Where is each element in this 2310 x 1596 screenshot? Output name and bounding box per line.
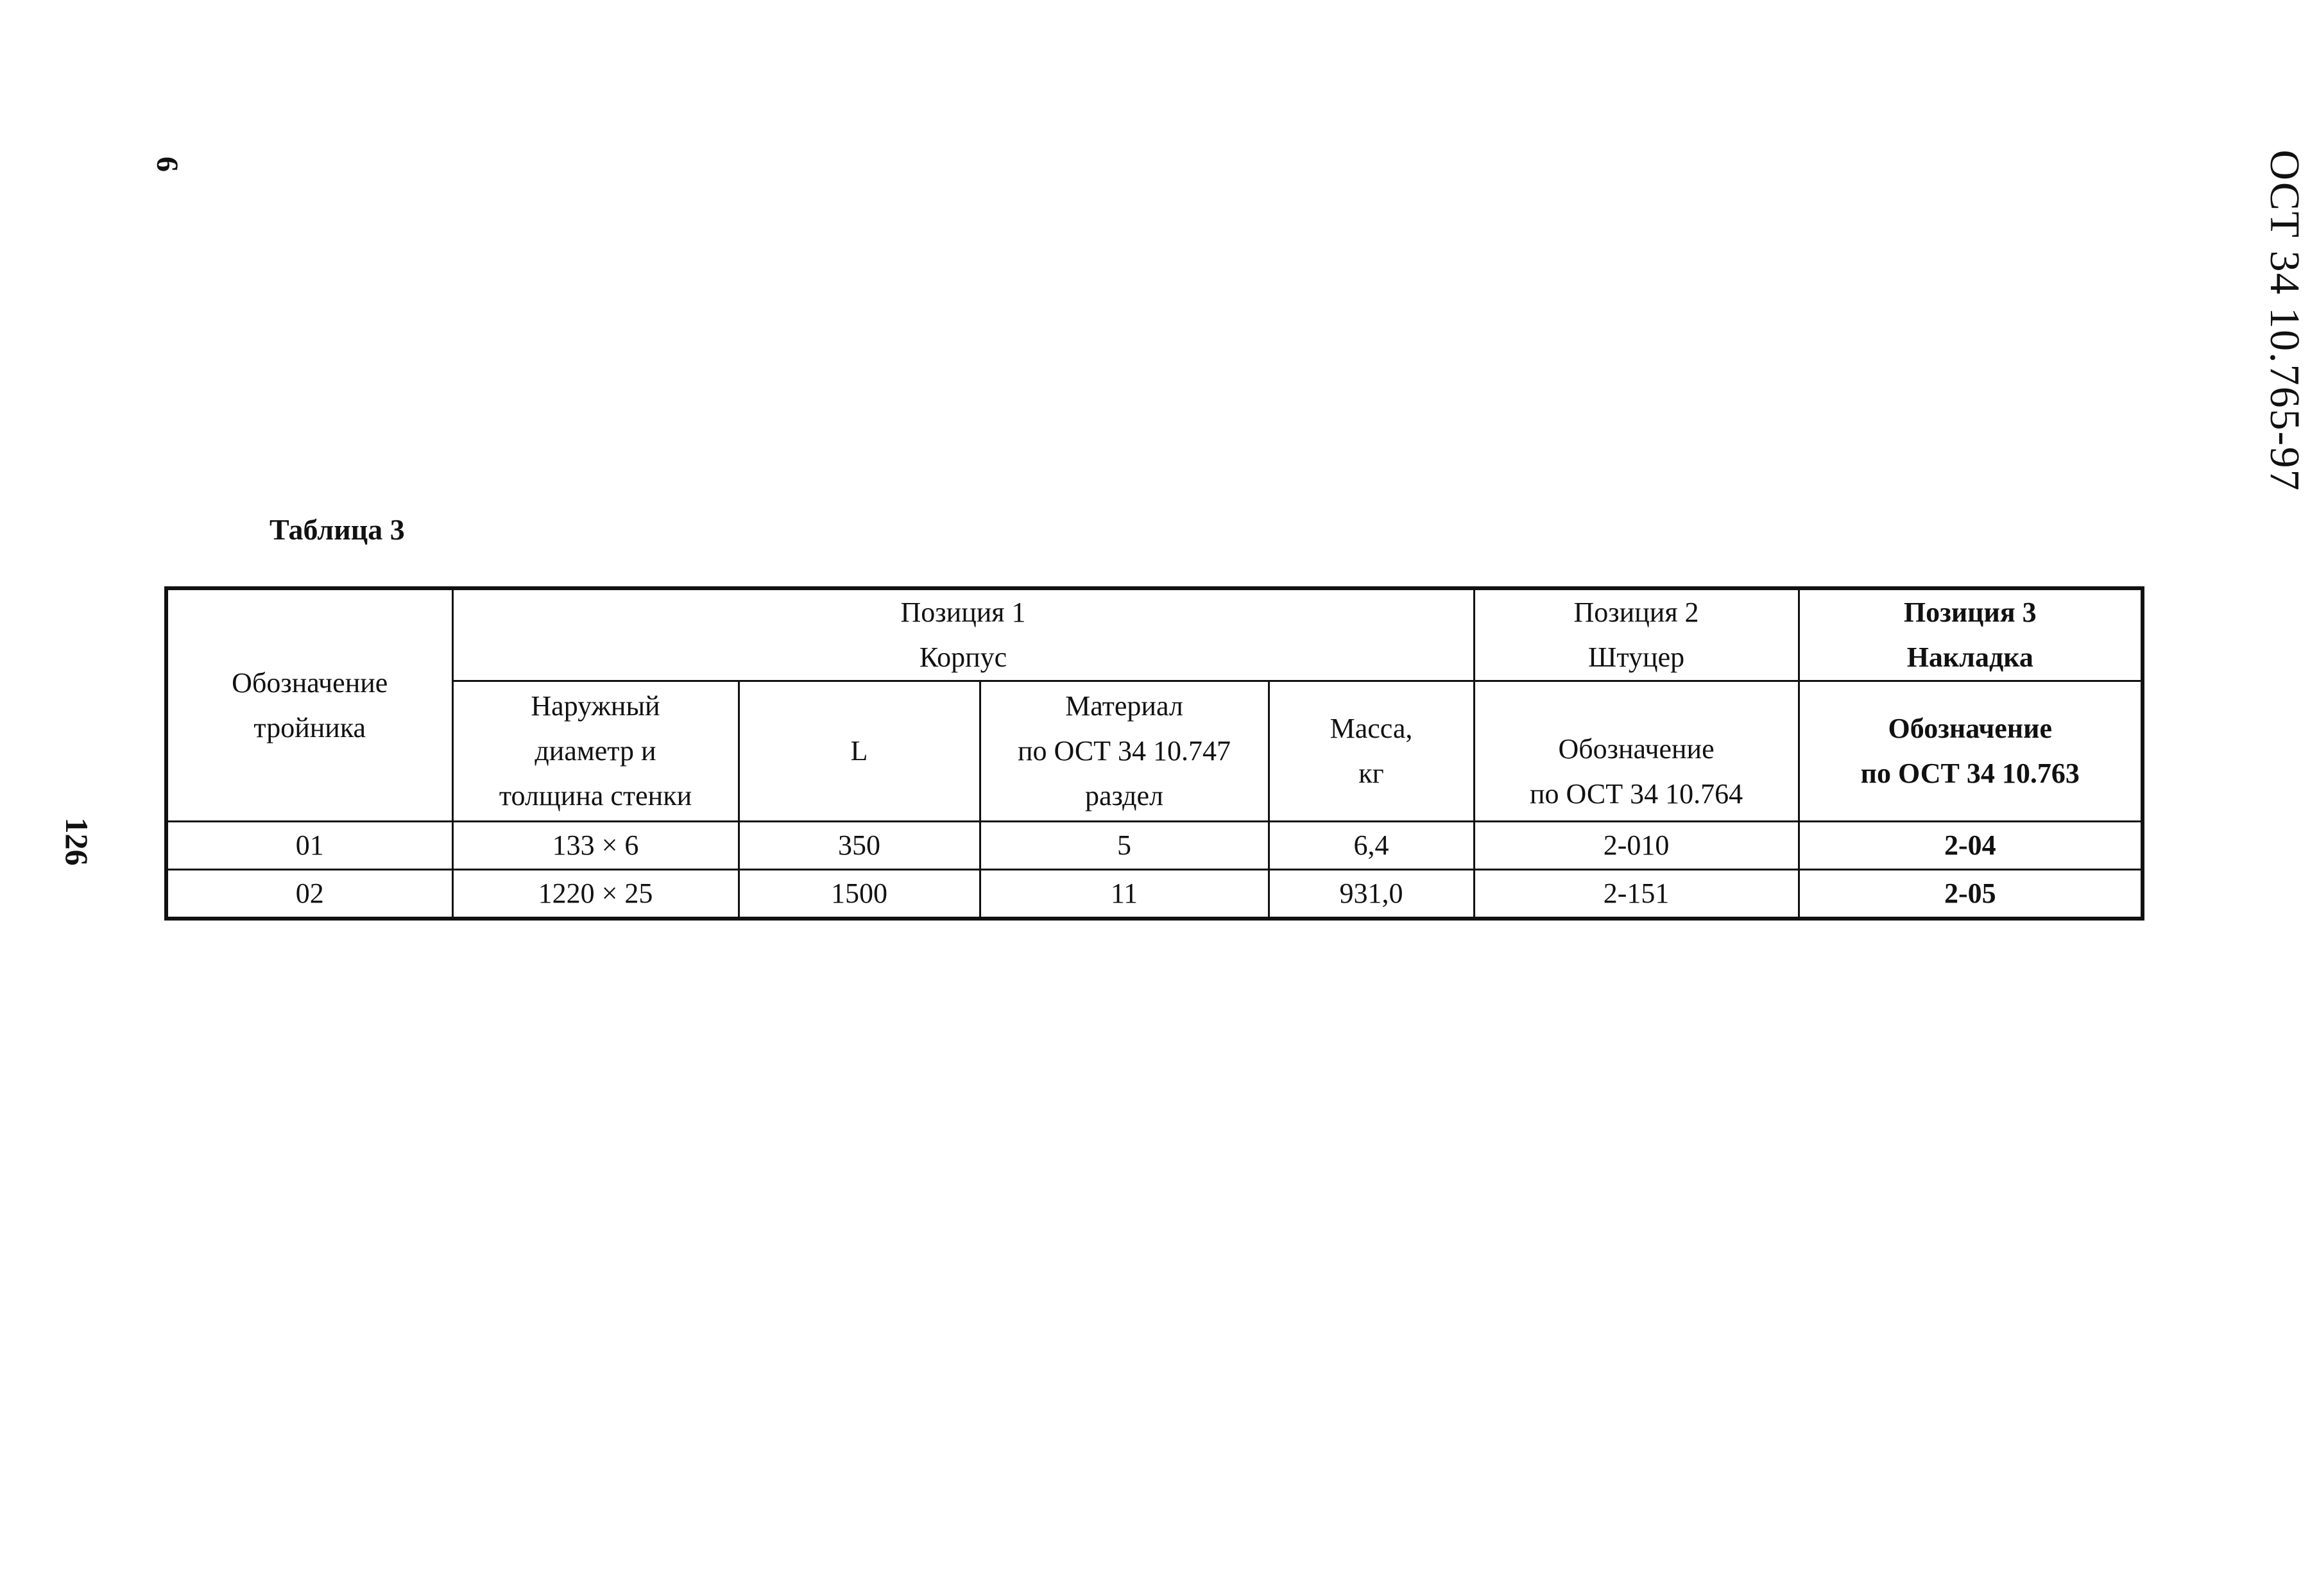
table-row (166, 822, 2143, 870)
cell-fitting: 2-151 (1474, 870, 1799, 919)
header-row-top (166, 588, 2143, 681)
header-position-2: Позиция 2 Штуцер (1474, 588, 1799, 681)
cell-length: 1500 (739, 870, 980, 919)
cell-outer-diameter: 1220 × 25 (452, 870, 739, 919)
cell-designation: 02 (166, 870, 452, 919)
cell-outer-diameter: 133 × 6 (452, 822, 739, 870)
table-row (166, 870, 2143, 919)
cell-mass: 931,0 (1269, 870, 1474, 919)
header-mass: Масса, кг (1269, 681, 1474, 822)
header-position-3: Позиция 3 Накладка (1799, 588, 2143, 681)
header-material: Материал по ОСТ 34 10.747 раздел (980, 681, 1269, 822)
header-length: L (739, 681, 980, 822)
cell-mass: 6,4 (1269, 822, 1474, 870)
page-number: 126 (59, 817, 95, 866)
document-code: ОСТ 34 10.765-97 (2261, 149, 2308, 492)
header-fitting-designation: Обозначение по ОСТ 34 10.764 (1474, 681, 1799, 822)
cell-fitting: 2-010 (1474, 822, 1799, 870)
header-designation: Обозначение тройника (166, 588, 452, 822)
header-outer-diameter: Наружный диаметр и толщина стенки (452, 681, 739, 822)
cell-length: 350 (739, 822, 980, 870)
cell-material: 11 (980, 870, 1269, 919)
header-position-1: Позиция 1 Корпус (452, 588, 1474, 681)
cell-pad: 2-05 (1799, 870, 2143, 919)
table-caption: Таблица 3 (270, 513, 405, 546)
cell-material: 5 (980, 822, 1269, 870)
specification-table (164, 586, 2144, 921)
page-side-number: 6 (150, 157, 184, 172)
header-row-bottom (166, 681, 2143, 822)
header-pad-designation: Обозначение по ОСТ 34 10.763 (1799, 681, 2143, 822)
cell-designation: 01 (166, 822, 452, 870)
cell-pad: 2-04 (1799, 822, 2143, 870)
